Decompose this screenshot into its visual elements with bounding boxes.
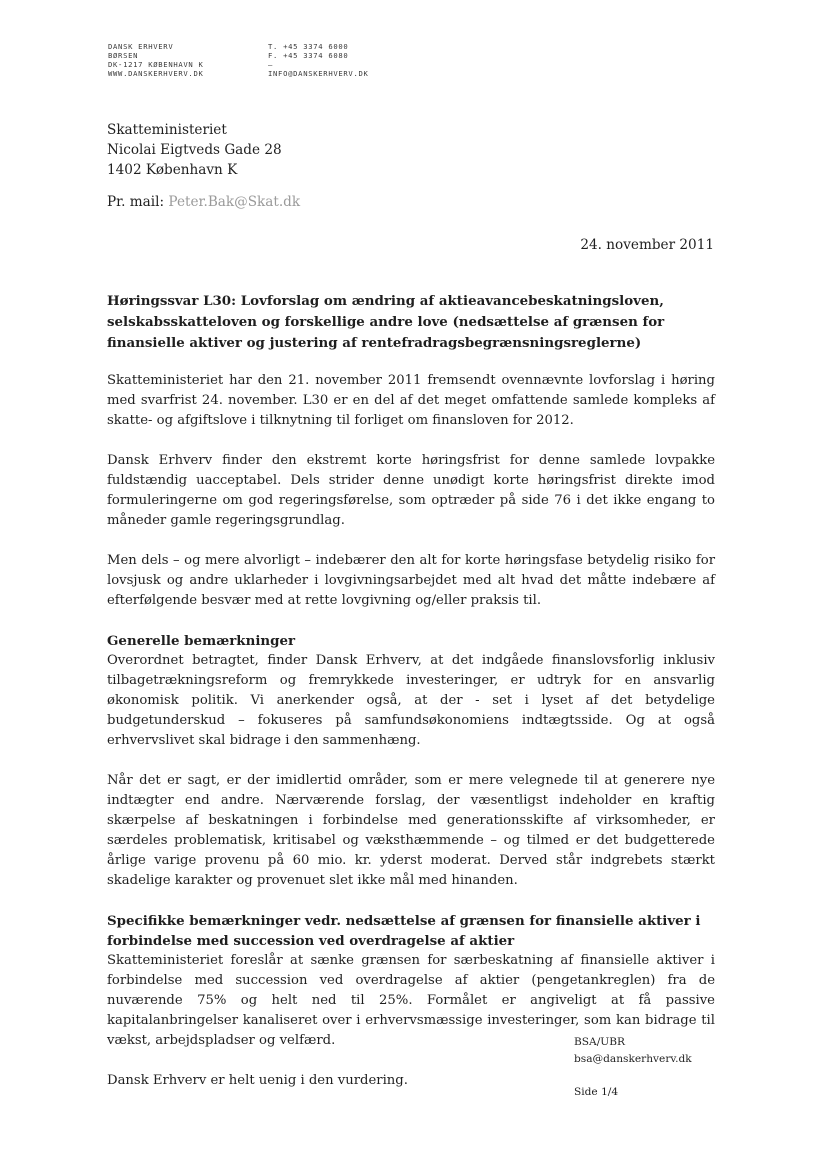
footer-initials: BSA/UBR (574, 1036, 625, 1048)
letterhead-website: WWW.DANSKERHVERV.DK (108, 69, 204, 78)
body-paragraph: Skatteministeriet har den 21. november 2011 fremsendt ovennævnte lovforslag i høring med svarfrist 24. november. L30 er en del af det meget omfattende samlede kompleks af skatte- og afgiftslove i tilknytning til forliget om finansloven for 2012. (107, 373, 715, 428)
letter-body (107, 291, 715, 1111)
footer-email: bsa@danskerhverv.dk (574, 1053, 692, 1065)
body-paragraph: Dansk Erhverv finder den ekstremt korte høringsfrist for denne samlede lovpakke fuldstændig uacceptabel. Dels strider denne unødigt korte høringsfrist direkte imod formuleringerne om god regeringsførelse, som optræder på side 76 i det ikke engang to måneder gamle regeringsgrundlag. (107, 453, 715, 528)
letter-date: 24. november 2011 (580, 237, 714, 253)
letter-footer (574, 1034, 692, 1101)
section-paragraph: Dansk Erhverv er helt uenig i den vurdering. (107, 1073, 408, 1088)
section-heading-specific: Specifikke bemærkninger vedr. nedsættelse af grænsen for finansielle aktiver i forbindelse med succession ved overdragelse af aktier (107, 913, 701, 949)
recipient-name: Skatteministeriet (107, 122, 227, 138)
letterhead-email: INFO@DANSKERHVERV.DK (268, 69, 369, 78)
section-paragraph: Når det er sagt, er der imidlertid områder, som er mere velegnede til at generere nye indtægter end andre. Nærværende forslag, der væsentligst indeholder en kraftig skærpelse af beskatningen i forbindelse med generationsskifte af virksomheder, er særdeles problematisk, kritisabel og væksthæmmende – og tilmed er det budgetterede årlige varige provenu på 60 mio. kr. yderst moderat. Derved står indgrebets stærkt skadelige karakter og provenuet slet ikke mål med hinanden. (107, 773, 715, 888)
letterhead-phone: T. +45 3374 6000 (268, 42, 349, 51)
recipient-address (107, 120, 282, 180)
letterhead-company: DANSK ERHVERV (108, 42, 174, 51)
letterhead-dash: – (268, 60, 274, 69)
email-label: Pr. mail: (107, 194, 165, 210)
recipient-street: Nicolai Eigtveds Gade 28 (107, 142, 282, 158)
body-paragraph: Men dels – og mere alvorligt – indebærer den alt for korte høringsfase betydelig risiko for lovsjusk og andre uklarheder i lovgivningsarbejdet med alt hvad det måtte indebære af efterfølgende besvær med at rette lovgivning og/eller praksis til. (107, 553, 715, 608)
email-line (107, 192, 300, 212)
page-number: Side 1/4 (574, 1086, 619, 1098)
letterhead-address (108, 42, 204, 78)
recipient-city: 1402 København K (107, 162, 238, 178)
letter-subject: Høringssvar L30: Lovforslag om ændring af aktieavancebeskatningsloven, selskabsskatteloven og forskellige andre love (nedsættelse af grænsen for finansielle aktiver og justering af rentefradragsbegrænsningsreglerne) (107, 293, 665, 351)
section-heading-general: Generelle bemærkninger (107, 633, 296, 649)
letterhead-fax: F. +45 3374 6080 (268, 51, 349, 60)
section-paragraph: Skatteministeriet foreslår at sænke grænsen for særbeskatning af finansielle aktiver i forbindelse med succession ved overdragelse af aktier (pengetankreglen) fra de nuværende 75% og helt ned til 25%. Formålet er angiveligt at få passive kapitalanbringelser kanaliseret over i erhvervsmæssige investeringer, som kan bidrage til vækst, arbejdspladser og velfærd. (107, 953, 715, 1048)
email-address: Peter.Bak@Skat.dk (168, 194, 301, 210)
letterhead-contact (268, 42, 369, 78)
letterhead-postcode: DK-1217 KØBENHAVN K (108, 60, 204, 69)
letterhead-building: BØRSEN (108, 51, 139, 60)
section-paragraph: Overordnet betragtet, finder Dansk Erhverv, at det indgåede finanslovsforlig inklusiv tilbagetrækningsreform og fremrykkede investeringer, er udtryk for en ansvarlig økonomisk politik. Vi anerkender også, at der - set i lyset af det betydelige budgetunderskud – fokuseres på samfundsøkonomiens indtægtsside. Og at også erhvervslivet skal bidrage i den sammenhæng. (107, 653, 715, 748)
